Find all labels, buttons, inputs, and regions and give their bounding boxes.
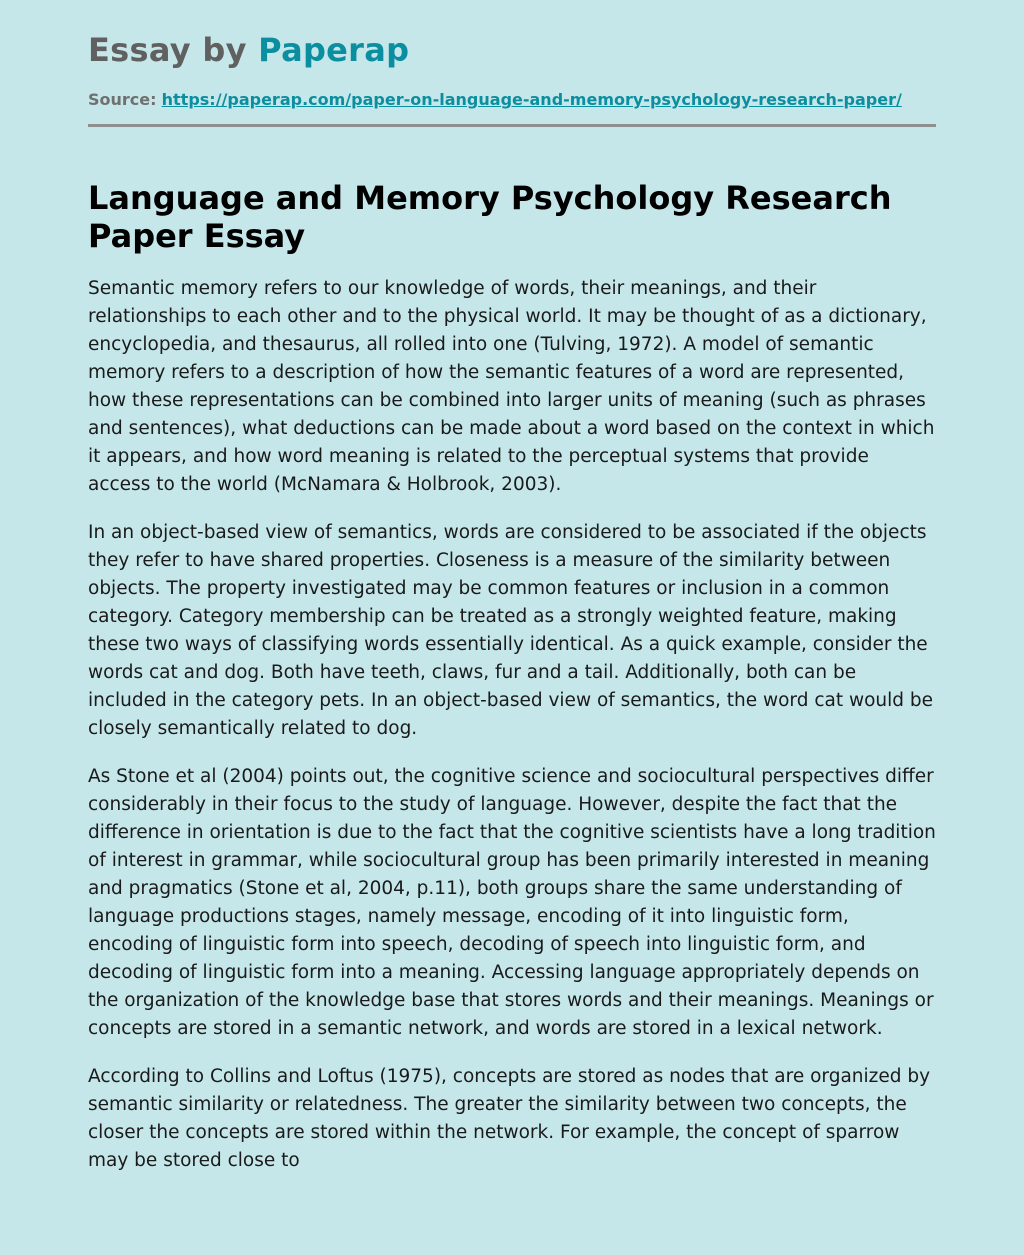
brand-prefix: Essay by bbox=[88, 31, 259, 69]
source-line bbox=[88, 89, 936, 111]
brand-name: Paperap bbox=[258, 31, 410, 69]
paragraph-1: Semantic memory refers to our knowledge of words, their meanings, and their relationships to each other and to the physical world. It may be thought of as a dictionary, encyclopedia, and thesaurus, all rolled into one (Tulving, 1972). A model of semantic memory refers to a description of how the semantic features of a word are represented, how these representations can be combined into larger units of meaning (such as phrases and sentences), what deductions can be made about a word based on the context in which it appears, and how word meaning is related to the perceptual systems that provide access to the world (McNamara & Holbrook, 2003). bbox=[88, 278, 935, 495]
paragraph-3: As Stone et al (2004) points out, the cognitive science and sociocultural perspectives differ considerably in their focus to the study of language. However, despite the fact that the difference in orientation is due to the fact that the cognitive scientists have a long tradition of interest in grammar, while sociocultural group has been primarily interested in meaning and pragmatics (Stone et al, 2004, p.11), both groups share the same understanding of language productions stages, namely message, encoding of it into linguistic form, encoding of linguistic form into speech, decoding of speech into linguistic form, and decoding of linguistic form into a meaning. Accessing language appropriately depends on the organization of the knowledge base that stores words and their meanings. Meanings or concepts are stored in a semantic network, and words are stored in a lexical network. bbox=[88, 766, 936, 1039]
paragraph-2: In an object-based view of semantics, words are considered to be associated if the objects they refer to have shared properties. Closeness is a measure of the similarity between objects. The property investigated may be common features or inclusion in a common category. Category membership can be treated as a strongly weighted feature, making these two ways of classifying words essentially identical. As a quick example, consider the words cat and dog. Both have teeth, claws, fur and a tail. Additionally, both can be included in the category pets. In an object-based view of semantics, the word cat would be closely semantically related to dog. bbox=[88, 522, 934, 739]
source-link[interactable]: https://paperap.com/paper-on-language-and-memory-psychology-research-paper/ bbox=[161, 90, 902, 109]
site-brand bbox=[88, 28, 936, 72]
paragraph-4: According to Collins and Loftus (1975), concepts are stored as nodes that are organized by semantic similarity or relatedness. The greater the similarity between two concepts, the closer the concepts are stored within the network. For example, the concept of sparrow may be stored close to bbox=[88, 1066, 931, 1171]
header-divider bbox=[88, 124, 936, 127]
essay-body bbox=[88, 275, 936, 1175]
essay-container bbox=[88, 28, 936, 1195]
essay-title: Language and Memory Psychology Research Paper Essay bbox=[88, 179, 892, 255]
source-label: Source: bbox=[88, 90, 157, 109]
